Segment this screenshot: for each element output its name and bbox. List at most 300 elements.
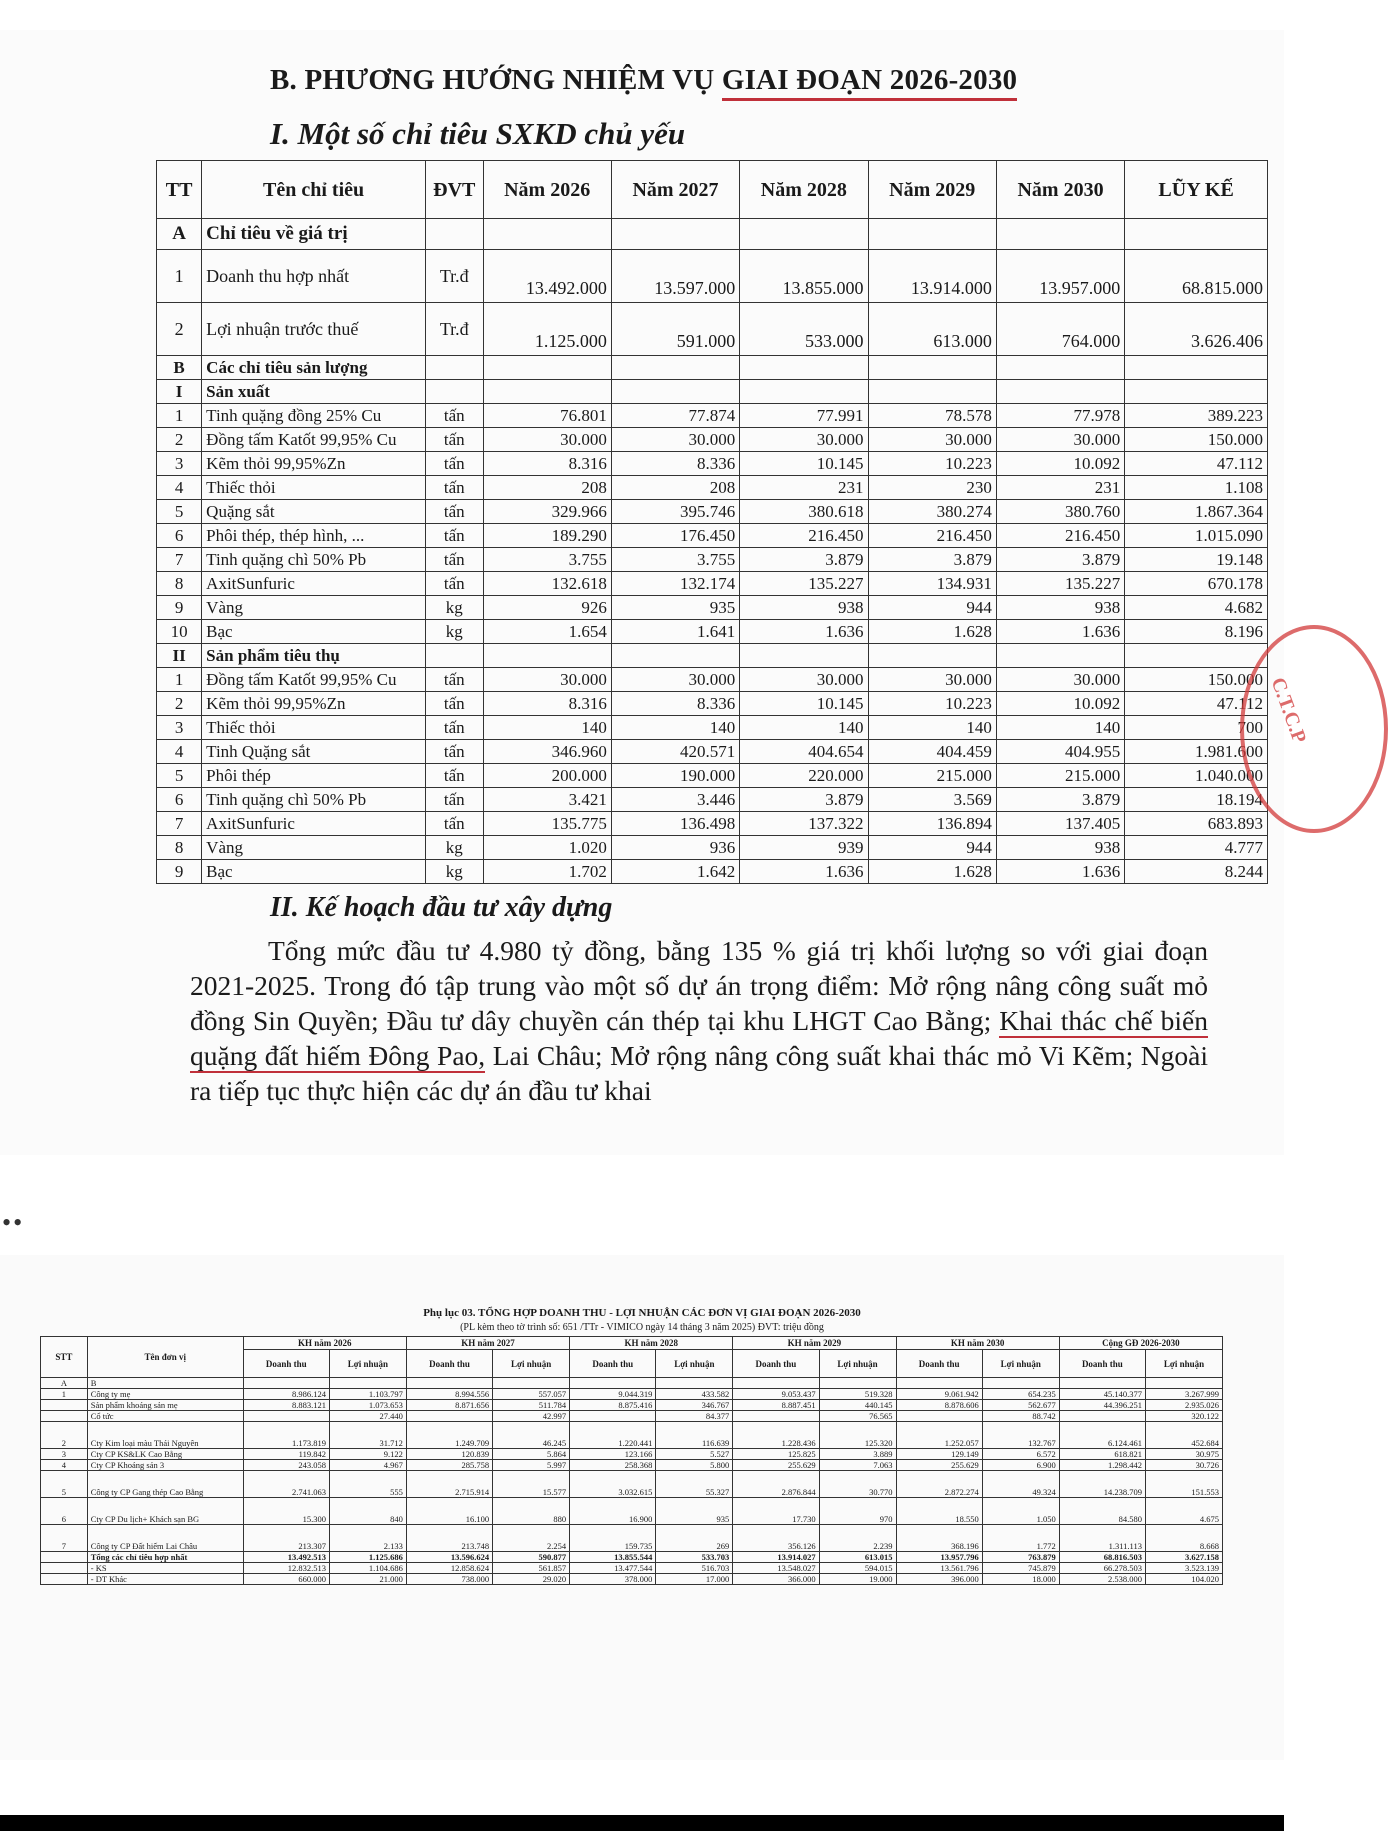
value-cell: 159.735	[570, 1525, 656, 1552]
unit-name-cell: Cổ tức	[87, 1411, 243, 1422]
value-cell: 8.986.124	[243, 1389, 329, 1400]
value-cell	[1145, 1378, 1222, 1389]
value-cell: 216.450	[868, 524, 996, 548]
year-group-header: KH năm 2026	[243, 1337, 406, 1350]
header-row-groups	[41, 1337, 1223, 1350]
value-cell: 10.092	[996, 692, 1124, 716]
value-cell	[740, 380, 868, 404]
value-cell: 151.553	[1145, 1471, 1222, 1498]
header-cell: Năm 2026	[483, 161, 611, 219]
value-cell: 8.316	[483, 692, 611, 716]
value-cell: 129.149	[896, 1449, 982, 1460]
value-cell: 1.125.000	[483, 303, 611, 356]
value-cell: 8.994.556	[406, 1389, 492, 1400]
value-cell: 215.000	[996, 764, 1124, 788]
value-cell: 119.842	[243, 1449, 329, 1460]
value-cell: 13.957.796	[896, 1552, 982, 1563]
tt-cell: 8	[157, 572, 202, 596]
year-group-header: Cộng GĐ 2026-2030	[1059, 1337, 1222, 1350]
document-page-1	[0, 30, 1311, 1155]
revenue-header: Doanh thu	[896, 1350, 982, 1378]
unit-name-cell: Tổng các chỉ tiêu hợp nhất	[87, 1552, 243, 1563]
value-cell: 1.641	[611, 620, 739, 644]
unit-cell: kg	[426, 620, 484, 644]
unit-name-cell: Công ty CP Đất hiếm Lai Châu	[87, 1525, 243, 1552]
value-cell: 1.654	[483, 620, 611, 644]
red-seal-stamp: C.T.C.P	[1240, 625, 1388, 833]
indicator-name: Thiếc thỏi	[202, 476, 426, 500]
value-cell: 594.015	[819, 1563, 896, 1574]
value-cell: 8.875.416	[570, 1400, 656, 1411]
tt-cell: 4	[157, 476, 202, 500]
table-row	[41, 1574, 1223, 1585]
indicator-name: Doanh thu hợp nhất	[202, 250, 426, 303]
value-cell: 2.741.063	[243, 1471, 329, 1498]
value-cell	[996, 380, 1124, 404]
stt-header: STT	[41, 1337, 88, 1378]
heading-underlined: GIAI ĐOẠN 2026-2030	[722, 64, 1017, 101]
value-cell	[611, 644, 739, 668]
unit-cell: tấn	[426, 764, 484, 788]
value-cell: 140	[740, 716, 868, 740]
value-cell: 8.196	[1125, 620, 1268, 644]
value-cell: 135.227	[996, 572, 1124, 596]
value-cell: 3.755	[483, 548, 611, 572]
value-cell: 3.446	[611, 788, 739, 812]
unit-cell: tấn	[426, 692, 484, 716]
value-cell: 215.000	[868, 764, 996, 788]
value-cell: 13.914.000	[868, 250, 996, 303]
year-group-header: KH năm 2030	[896, 1337, 1059, 1350]
value-cell: 1.125.686	[329, 1552, 406, 1563]
tt-cell: 2	[157, 303, 202, 356]
value-cell: 440.145	[819, 1400, 896, 1411]
indicator-name: Thiếc thỏi	[202, 716, 426, 740]
value-cell: 30.000	[868, 428, 996, 452]
value-cell: 140	[483, 716, 611, 740]
value-cell: 6.572	[982, 1449, 1059, 1460]
stt-cell	[41, 1563, 88, 1574]
value-cell: 5.997	[493, 1460, 570, 1471]
value-cell: 10.223	[868, 692, 996, 716]
value-cell	[483, 380, 611, 404]
value-cell	[819, 1378, 896, 1389]
tt-cell: 1	[157, 668, 202, 692]
value-cell: 1.040.000	[1125, 764, 1268, 788]
stt-cell: 5	[41, 1471, 88, 1498]
indicator-name: Vàng	[202, 596, 426, 620]
value-cell: 3.879	[868, 548, 996, 572]
value-cell: 220.000	[740, 764, 868, 788]
value-cell: 30.000	[740, 668, 868, 692]
table-row	[41, 1471, 1223, 1498]
value-cell: 561.857	[493, 1563, 570, 1574]
unit-cell: kg	[426, 836, 484, 860]
unit-cell: tấn	[426, 452, 484, 476]
value-cell: 3.267.999	[1145, 1389, 1222, 1400]
unit-name-cell: Cty CP KS&LK Cao Bằng	[87, 1449, 243, 1460]
value-cell: 404.459	[868, 740, 996, 764]
value-cell: 208	[611, 476, 739, 500]
tt-cell: 6	[157, 524, 202, 548]
section-row	[157, 380, 1268, 404]
value-cell: 1.628	[868, 860, 996, 884]
value-cell: 6.124.461	[1059, 1422, 1145, 1449]
value-cell: 30.000	[611, 428, 739, 452]
value-cell: 4.682	[1125, 596, 1268, 620]
unit-name-cell: - KS	[87, 1563, 243, 1574]
value-cell	[483, 219, 611, 250]
value-cell: 519.328	[819, 1389, 896, 1400]
value-cell	[740, 219, 868, 250]
indicator-name: Vàng	[202, 836, 426, 860]
value-cell: 840	[329, 1498, 406, 1525]
indicator-name: Tinh quặng chì 50% Pb	[202, 548, 426, 572]
value-cell: 19.000	[819, 1574, 896, 1585]
section-row	[157, 356, 1268, 380]
value-cell: 389.223	[1125, 404, 1268, 428]
value-cell: 137.322	[740, 812, 868, 836]
value-cell: 763.879	[982, 1552, 1059, 1563]
appendix-subtitle: (PL kèm theo tờ trình số: 651 /TTr - VIMICO ngày 14 tháng 3 năm 2025) ĐVT: triệu đồng	[460, 1322, 824, 1333]
value-cell	[611, 356, 739, 380]
value-cell: 21.000	[329, 1574, 406, 1585]
value-cell: 935	[611, 596, 739, 620]
table-row	[157, 476, 1268, 500]
value-cell: 30.000	[483, 428, 611, 452]
value-cell: 135.775	[483, 812, 611, 836]
document-page-2	[0, 1255, 1284, 1760]
value-cell: 3.879	[740, 788, 868, 812]
value-cell: 1.103.797	[329, 1389, 406, 1400]
header-cell: TT	[157, 161, 202, 219]
value-cell: 13.548.027	[733, 1563, 819, 1574]
value-cell: 30.770	[819, 1471, 896, 1498]
tt-cell: 3	[157, 452, 202, 476]
value-cell: 76.801	[483, 404, 611, 428]
table-row	[157, 303, 1268, 356]
value-cell: 7.063	[819, 1460, 896, 1471]
value-cell: 13.855.544	[570, 1552, 656, 1563]
value-cell: 135.227	[740, 572, 868, 596]
table-row	[157, 452, 1268, 476]
table-row	[41, 1422, 1223, 1449]
value-cell: 68.815.000	[1125, 250, 1268, 303]
value-cell: 3.523.139	[1145, 1563, 1222, 1574]
value-cell: 944	[868, 596, 996, 620]
indicator-name: AxitSunfuric	[202, 812, 426, 836]
value-cell: 1.636	[996, 620, 1124, 644]
tt-cell: 9	[157, 860, 202, 884]
value-cell: 216.450	[996, 524, 1124, 548]
value-cell: 255.629	[896, 1460, 982, 1471]
value-cell: 31.712	[329, 1422, 406, 1449]
value-cell: 77.991	[740, 404, 868, 428]
value-cell: 1.249.709	[406, 1422, 492, 1449]
value-cell: 970	[819, 1498, 896, 1525]
value-cell: 30.000	[740, 428, 868, 452]
value-cell: 3.421	[483, 788, 611, 812]
value-cell: 2.876.844	[733, 1471, 819, 1498]
profit-header: Lợi nhuận	[493, 1350, 570, 1378]
value-cell: 3.879	[996, 788, 1124, 812]
section2-title: II. Kế hoạch đầu tư xây dựng	[270, 892, 613, 923]
indicator-name: Tinh Quặng sắt	[202, 740, 426, 764]
value-cell: 189.290	[483, 524, 611, 548]
value-cell	[868, 356, 996, 380]
value-cell: 378.000	[570, 1574, 656, 1585]
value-cell: 44.396.251	[1059, 1400, 1145, 1411]
tt-cell: 2	[157, 692, 202, 716]
tt-cell: 6	[157, 788, 202, 812]
value-cell: 19.148	[1125, 548, 1268, 572]
value-cell	[611, 219, 739, 250]
indicator-name: Sản xuất	[202, 380, 426, 404]
value-cell: 132.174	[611, 572, 739, 596]
revenue-header: Doanh thu	[406, 1350, 492, 1378]
value-cell: 77.978	[996, 404, 1124, 428]
table-row	[41, 1400, 1223, 1411]
value-cell	[483, 356, 611, 380]
table-row	[157, 524, 1268, 548]
unit-cell	[426, 380, 484, 404]
production-targets-table	[156, 160, 1268, 884]
tt-cell: 10	[157, 620, 202, 644]
value-cell: 8.871.656	[406, 1400, 492, 1411]
unit-cell: tấn	[426, 572, 484, 596]
value-cell: 380.760	[996, 500, 1124, 524]
value-cell: 380.618	[740, 500, 868, 524]
indicator-name: Đồng tấm Katốt 99,95% Cu	[202, 428, 426, 452]
tt-cell: 8	[157, 836, 202, 860]
value-cell: 243.058	[243, 1460, 329, 1471]
value-cell: 764.000	[996, 303, 1124, 356]
indicator-name: Lợi nhuận trước thuế	[202, 303, 426, 356]
section-heading: B. PHƯƠNG HƯỚNG NHIỆM VỤ GIAI ĐOẠN 2026-2030	[270, 64, 1017, 97]
value-cell: 562.677	[982, 1400, 1059, 1411]
value-cell: 533.000	[740, 303, 868, 356]
value-cell: 1.628	[868, 620, 996, 644]
value-cell: 1.636	[740, 860, 868, 884]
value-cell: 926	[483, 596, 611, 620]
table-row	[157, 404, 1268, 428]
stt-cell: 3	[41, 1449, 88, 1460]
tt-cell: B	[157, 356, 202, 380]
indicator-name: Đồng tấm Katốt 99,95% Cu	[202, 668, 426, 692]
value-cell: 231	[740, 476, 868, 500]
revenue-header: Doanh thu	[1059, 1350, 1145, 1378]
unit-cell: tấn	[426, 404, 484, 428]
value-cell: 255.629	[733, 1460, 819, 1471]
unit-cell	[426, 644, 484, 668]
value-cell: 555	[329, 1471, 406, 1498]
tt-cell: 2	[157, 428, 202, 452]
value-cell: 1.020	[483, 836, 611, 860]
tt-cell: 5	[157, 764, 202, 788]
indicator-name: Bạc	[202, 620, 426, 644]
value-cell: 2.239	[819, 1525, 896, 1552]
value-cell: 8.883.121	[243, 1400, 329, 1411]
value-cell: 8.244	[1125, 860, 1268, 884]
value-cell: 30.000	[996, 668, 1124, 692]
indicator-name: Quặng sắt	[202, 500, 426, 524]
value-cell: 1.015.090	[1125, 524, 1268, 548]
value-cell: 10.223	[868, 452, 996, 476]
unit-cell: Tr.đ	[426, 250, 484, 303]
profit-header: Lợi nhuận	[1145, 1350, 1222, 1378]
value-cell: 88.742	[982, 1411, 1059, 1422]
appendix-title: Phụ lục 03. TỔNG HỢP DOANH THU - LỢI NHUẬN CÁC ĐƠN VỊ GIAI ĐOẠN 2026-2030	[423, 1307, 861, 1319]
value-cell: 78.578	[868, 404, 996, 428]
value-cell: 5.527	[656, 1449, 733, 1460]
tt-cell: A	[157, 219, 202, 250]
value-cell: 14.238.709	[1059, 1471, 1145, 1498]
value-cell: 30.000	[868, 668, 996, 692]
table-row	[41, 1525, 1223, 1552]
value-cell: 269	[656, 1525, 733, 1552]
value-cell: 13.597.000	[611, 250, 739, 303]
value-cell: 2.935.026	[1145, 1400, 1222, 1411]
table-row	[41, 1411, 1223, 1422]
value-cell: 3.879	[740, 548, 868, 572]
profit-header: Lợi nhuận	[982, 1350, 1059, 1378]
value-cell: 3.879	[996, 548, 1124, 572]
year-group-header: KH năm 2028	[570, 1337, 733, 1350]
value-cell	[611, 380, 739, 404]
value-cell: 45.140.377	[1059, 1389, 1145, 1400]
value-cell: 15.300	[243, 1498, 329, 1525]
value-cell: 8.887.451	[733, 1400, 819, 1411]
value-cell: 1.073.653	[329, 1400, 406, 1411]
table-row	[157, 860, 1268, 884]
value-cell: 2.133	[329, 1525, 406, 1552]
table-row	[157, 596, 1268, 620]
value-cell: 516.703	[656, 1563, 733, 1574]
value-cell: 395.746	[611, 500, 739, 524]
table-row	[157, 250, 1268, 303]
tt-cell: 1	[157, 404, 202, 428]
value-cell	[896, 1411, 982, 1422]
value-cell: 12.832.513	[243, 1563, 329, 1574]
stt-cell: 7	[41, 1525, 88, 1552]
value-cell: 557.057	[493, 1389, 570, 1400]
value-cell: 938	[740, 596, 868, 620]
table-row	[157, 428, 1268, 452]
value-cell: 654.235	[982, 1389, 1059, 1400]
value-cell: 10.145	[740, 452, 868, 476]
value-cell: 420.571	[611, 740, 739, 764]
value-cell: 660.000	[243, 1574, 329, 1585]
table-row	[41, 1552, 1223, 1563]
value-cell: 3.627.158	[1145, 1552, 1222, 1563]
value-cell: 3.569	[868, 788, 996, 812]
value-cell: 285.758	[406, 1460, 492, 1471]
table-row	[157, 668, 1268, 692]
value-cell: 1.220.441	[570, 1422, 656, 1449]
value-cell: 939	[740, 836, 868, 860]
value-cell: 12.858.624	[406, 1563, 492, 1574]
value-cell	[733, 1411, 819, 1422]
value-cell: 176.450	[611, 524, 739, 548]
unit-cell	[426, 219, 484, 250]
unit-cell: tấn	[426, 428, 484, 452]
value-cell: 8.316	[483, 452, 611, 476]
value-cell: 76.565	[819, 1411, 896, 1422]
value-cell: 13.914.027	[733, 1552, 819, 1563]
tt-cell: 7	[157, 812, 202, 836]
value-cell: 9.044.319	[570, 1389, 656, 1400]
value-cell: 190.000	[611, 764, 739, 788]
value-cell: 208	[483, 476, 611, 500]
tt-cell: 7	[157, 548, 202, 572]
value-cell: 745.879	[982, 1563, 1059, 1574]
table-row	[41, 1460, 1223, 1471]
value-cell: 738.000	[406, 1574, 492, 1585]
tt-cell: 3	[157, 716, 202, 740]
value-cell: 30.975	[1145, 1449, 1222, 1460]
unit-cell: tấn	[426, 668, 484, 692]
value-cell	[406, 1378, 492, 1389]
unit-cell: tấn	[426, 716, 484, 740]
indicator-name: Sản phẩm tiêu thụ	[202, 644, 426, 668]
value-cell	[733, 1378, 819, 1389]
value-cell: 77.874	[611, 404, 739, 428]
value-cell: 136.894	[868, 812, 996, 836]
value-cell	[982, 1378, 1059, 1389]
value-cell: 356.126	[733, 1525, 819, 1552]
table-row	[157, 716, 1268, 740]
value-cell	[570, 1378, 656, 1389]
value-cell: 1.104.686	[329, 1563, 406, 1574]
value-cell: 216.450	[740, 524, 868, 548]
investment-paragraph: Tổng mức đầu tư 4.980 tỷ đồng, bằng 135 % giá trị khối lượng so với giai đoạn 2021-2025. Trong đó tập trung vào một số dự án trọng điểm: Mở rộng nâng công suất mỏ đồng Sin Quyền; Đầu tư dây chuyền cán thép tại khu LHGT Cao Bằng; Khai thác chế biến quặng đất hiếm Đông Pao, Lai Châu; Mở rộng nâng công suất khai thác mỏ Vi Kẽm; Ngoài ra tiếp tục thực hiện các dự án đầu tư khai	[190, 935, 1209, 1106]
indicator-name: Kẽm thỏi 99,95%Zn	[202, 452, 426, 476]
value-cell: 396.000	[896, 1574, 982, 1585]
value-cell: 13.492.000	[483, 250, 611, 303]
value-cell: 16.100	[406, 1498, 492, 1525]
value-cell: 30.000	[483, 668, 611, 692]
unit-name-cell: B	[87, 1378, 243, 1389]
unit-cell: tấn	[426, 524, 484, 548]
value-cell: 938	[996, 596, 1124, 620]
stt-cell: 6	[41, 1498, 88, 1525]
value-cell: 9.122	[329, 1449, 406, 1460]
value-cell: 404.654	[740, 740, 868, 764]
header-cell: ĐVT	[426, 161, 484, 219]
indicator-name: Phôi thép, thép hình, ...	[202, 524, 426, 548]
value-cell	[1125, 380, 1268, 404]
value-cell: 5.800	[656, 1460, 733, 1471]
value-cell: 346.767	[656, 1400, 733, 1411]
value-cell	[1125, 644, 1268, 668]
value-cell: 1.772	[982, 1525, 1059, 1552]
indicator-name: Chỉ tiêu về giá trị	[202, 219, 426, 250]
value-cell: 123.166	[570, 1449, 656, 1460]
unit-name-header: Tên đơn vị	[87, 1337, 243, 1378]
value-cell: 66.278.503	[1059, 1563, 1145, 1574]
stt-cell: A	[41, 1378, 88, 1389]
bottom-bar	[0, 1815, 1284, 1831]
indicator-name: Tinh quặng đồng 25% Cu	[202, 404, 426, 428]
value-cell	[896, 1378, 982, 1389]
value-cell	[243, 1378, 329, 1389]
indicator-name: Bạc	[202, 860, 426, 884]
profit-header: Lợi nhuận	[819, 1350, 896, 1378]
value-cell: 329.966	[483, 500, 611, 524]
unit-cell: tấn	[426, 740, 484, 764]
unit-name-cell: Cty Kim loại màu Thái Nguyên	[87, 1422, 243, 1449]
value-cell: 1.636	[740, 620, 868, 644]
